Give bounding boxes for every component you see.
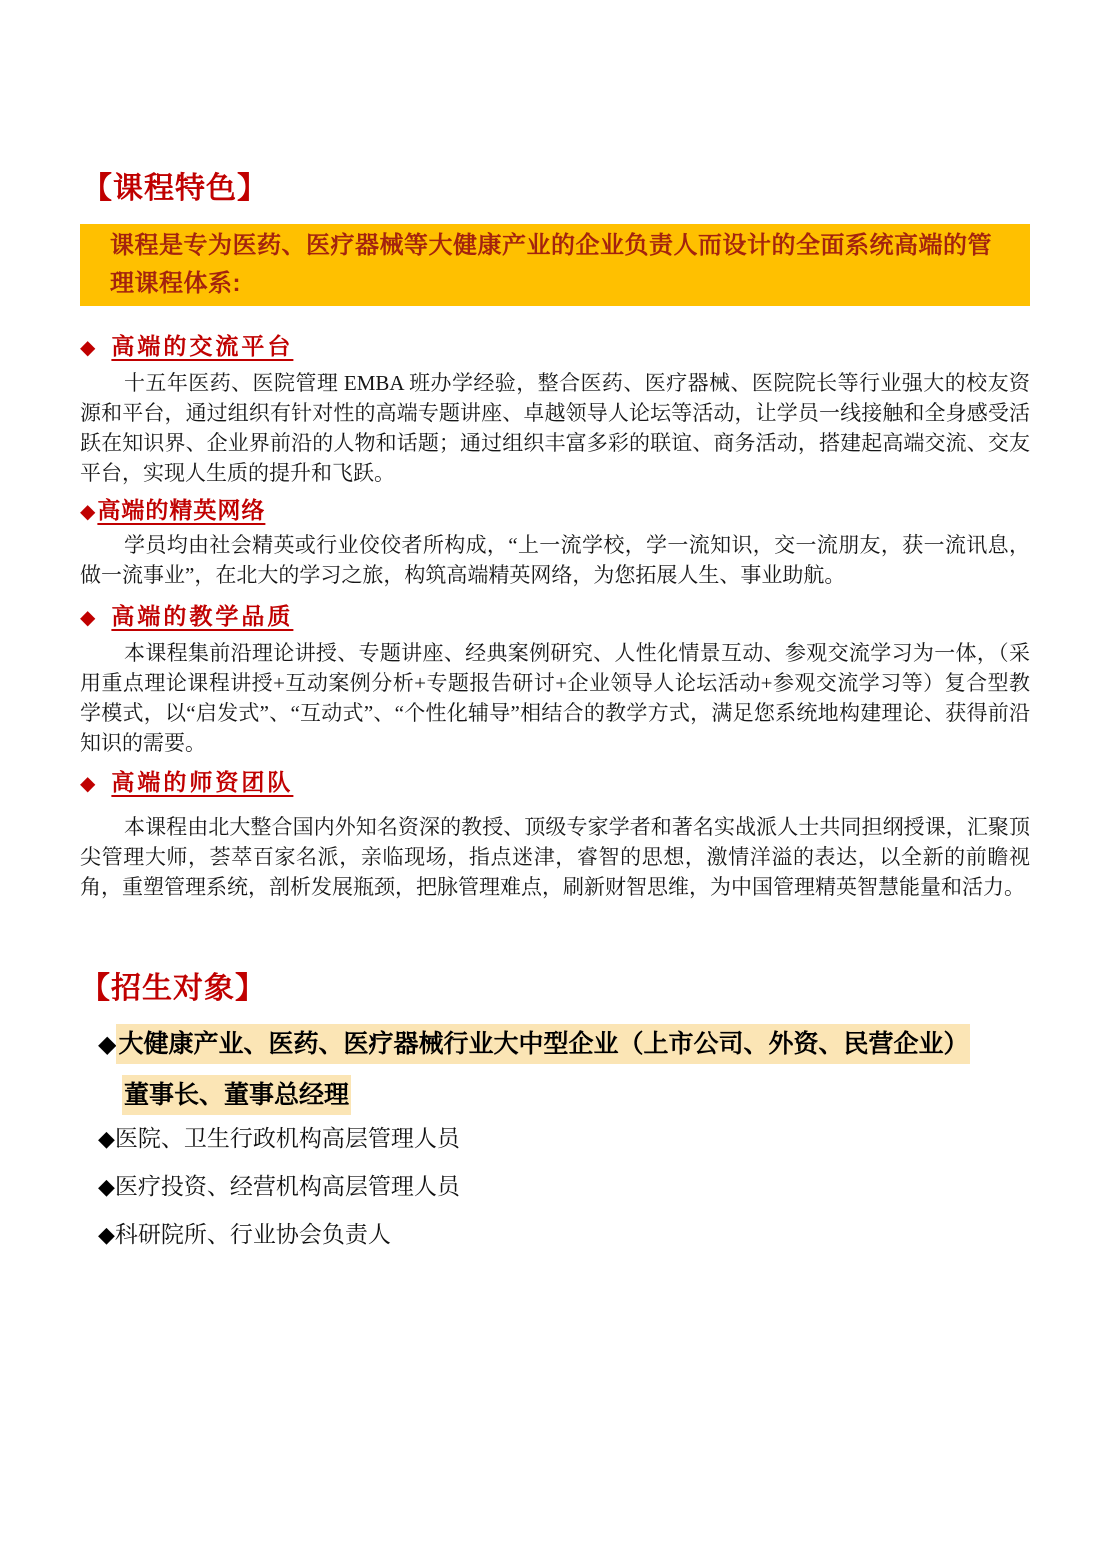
audience-item-research-institute xyxy=(98,1220,1030,1251)
feature-heading-label: 高端的师资团队 xyxy=(111,770,294,795)
diamond-icon: ◆ xyxy=(80,335,96,359)
feature-heading-exchange-platform xyxy=(80,332,1030,362)
enrollment-target-title: 【招生对象】 xyxy=(80,972,266,1005)
course-features-title: 【课程特色】 xyxy=(82,172,268,205)
diamond-icon: ◆ xyxy=(80,771,96,795)
feature-paragraph-teaching-quality: 本课程集前沿理论讲授、专题讲座、经典案例研究、人性化情景互动、参观交流学习为一体，（采用重点理论课程讲授+互动案例分析+专题报告研讨+企业领导人论坛活动+参观交流学习等）复合型教学模式，以“启发式”、“互动式”、“个性化辅导”相结合的教学方式，满足您系统地构建理论、获得前沿知识的需要。 xyxy=(80,641,1030,755)
audience-primary-line2: 董事长、董事总经理 xyxy=(122,1075,351,1115)
audience-primary-line1: 大健康产业、医药、医疗器械行业大中型企业（上市公司、外资、民营企业） xyxy=(116,1024,970,1064)
diamond-icon: ◆ xyxy=(98,1175,115,1200)
diamond-icon: ◆ xyxy=(98,1127,115,1152)
feature-heading-elite-network xyxy=(80,496,1030,526)
diamond-icon: ◆ xyxy=(98,1030,117,1058)
diamond-icon: ◆ xyxy=(80,605,96,629)
feature-heading-label: 高端的教学品质 xyxy=(111,604,294,629)
audience-item-label: 科研院所、行业协会负责人 xyxy=(114,1222,391,1247)
diamond-icon: ◆ xyxy=(80,499,96,523)
feature-paragraph-faculty-team: 本课程由北大整合国内外知名资深的教授、顶级专家学者和著名实战派人士共同担纲授课，汇聚顶尖管理大师，荟萃百家名派，亲临现场，指点迷津，睿智的思想，激情洋溢的表达，以全新的前瞻视角，重塑管理系统，剖析发展瓶颈，把脉管理难点，刷新财智思维，为中国管理精英智慧能量和活力。 xyxy=(80,815,1030,899)
feature-heading-teaching-quality xyxy=(80,602,1030,632)
feature-paragraph-exchange-platform: 十五年医药、医院管理 EMBA 班办学经验，整合医药、医疗器械、医院院长等行业强大的校友资源和平台，通过组织有针对性的高端专题讲座、卓越领导人论坛等活动，让学员一线接触和全身感受活跃在知识界、企业界前沿的人物和话题；通过组织丰富多彩的联谊、商务活动，搭建起高端交流、交友平台，实现人生质的提升和飞跃。 xyxy=(80,371,1030,485)
feature-heading-faculty-team xyxy=(80,768,1030,798)
audience-item-label: 医疗投资、经营机构高层管理人员 xyxy=(114,1174,460,1199)
diamond-icon: ◆ xyxy=(98,1223,115,1248)
audience-item-label: 医院、卫生行政机构高层管理人员 xyxy=(114,1126,460,1151)
feature-heading-label: 高端的交流平台 xyxy=(111,334,294,359)
audience-item-medical-investment xyxy=(98,1172,1030,1203)
feature-paragraph-elite-network: 学员均由社会精英或行业佼佼者所构成，“上一流学校，学一流知识，交一流朋友，获一流讯息，做一流事业”，在北大的学习之旅，构筑高端精英网络，为您拓展人生、事业助航。 xyxy=(80,533,1030,587)
course-intro-highlight-box: 课程是专为医药、医疗器械等大健康产业的企业负责人而设计的全面系统高端的管理课程体系: xyxy=(80,224,1030,306)
audience-item-hospital xyxy=(98,1124,1030,1155)
audience-item-primary xyxy=(98,1022,1030,1112)
feature-heading-label: 高端的精英网络 xyxy=(97,498,266,523)
